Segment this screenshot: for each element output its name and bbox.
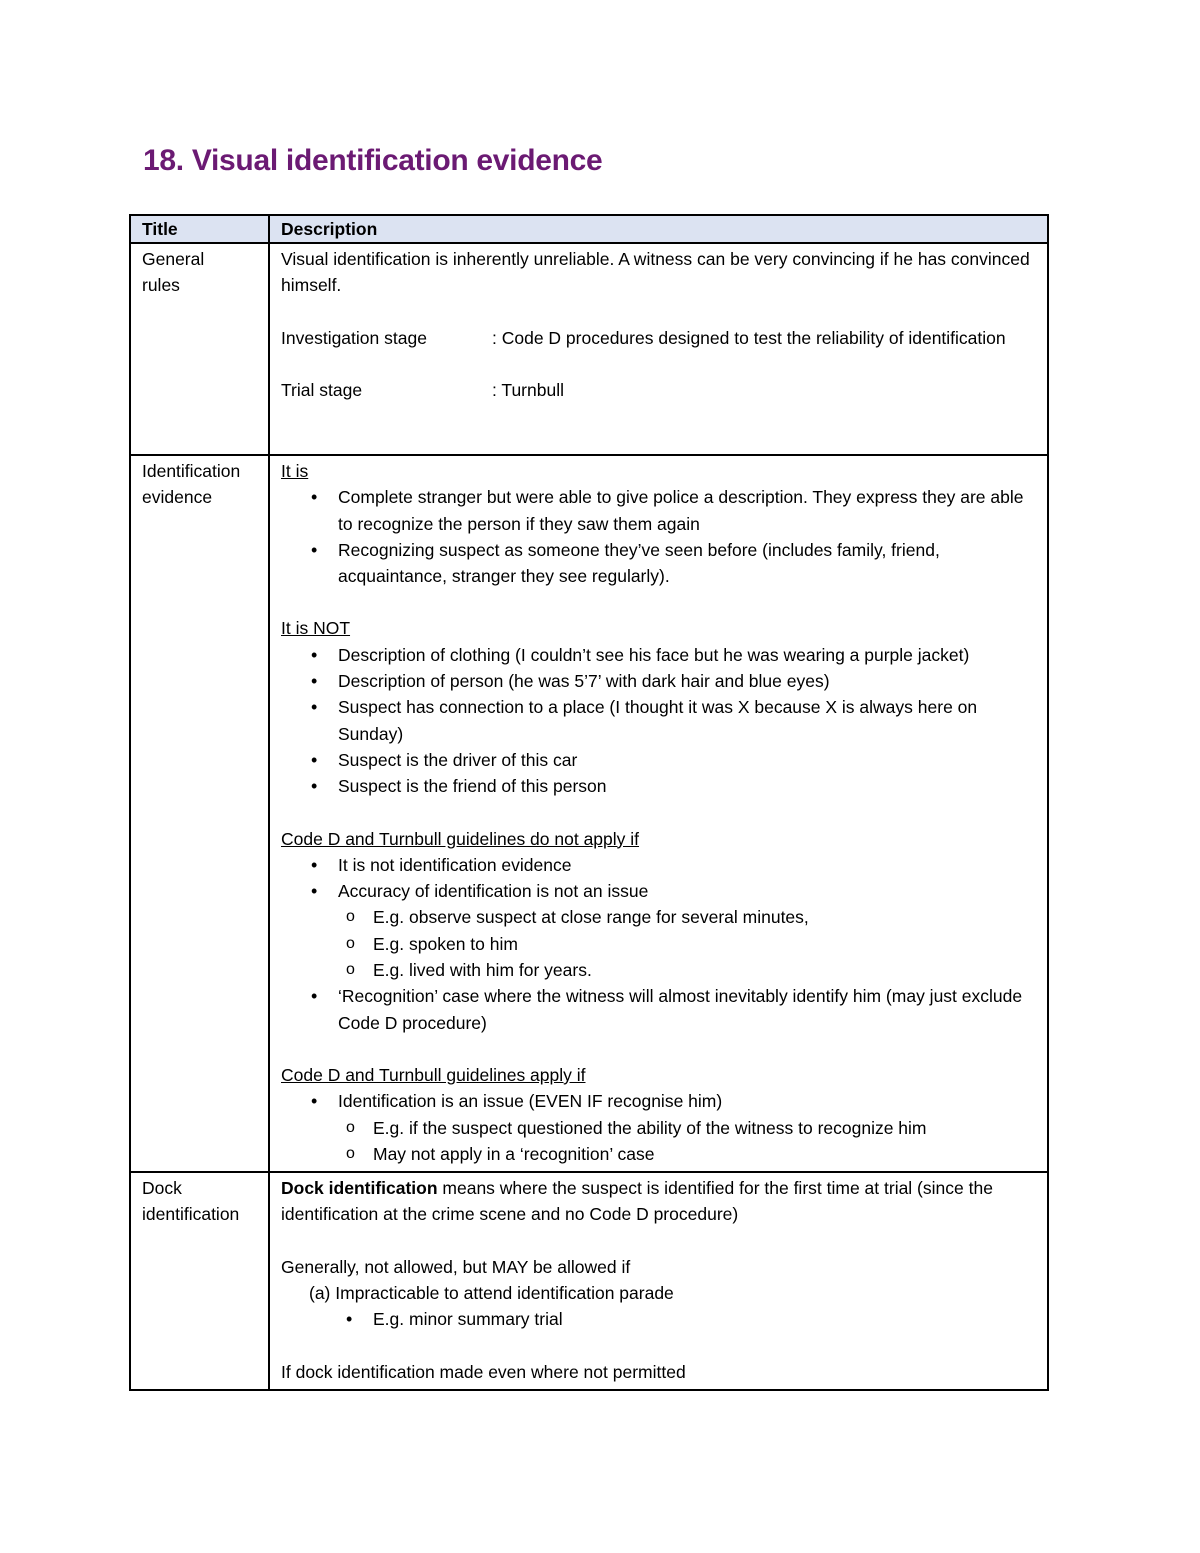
apply-sublist [281,1115,1037,1168]
sub-list-item: o May not apply in a ‘recognition’ case [373,1141,1037,1167]
dock-condition-a: (a) Impracticable to attend identification parade [309,1283,674,1304]
list-item: • ‘Recognition’ case where the witness will almost inevitably identify him (may just exclude Code D procedure) [338,983,1037,1036]
page-title: 18. Visual identification evidence [143,144,603,177]
column-header-title: Title [130,215,269,243]
row-description [269,455,1048,1172]
general-intro: Visual identification is inherently unreliable. A witness can be very convincing if he has convinced himself. [281,249,1030,296]
row-title: Dock identification [130,1172,269,1390]
sub-list-item: o E.g. lived with him for years. [373,957,1037,983]
sub-list-item: o E.g. if the suspect questioned the ability of the witness to recognize him [373,1115,1037,1141]
sub-list-item: o E.g. observe suspect at close range for several minutes, [373,904,1037,930]
sub-list-item: o E.g. spoken to him [373,931,1037,957]
row-description [269,243,1048,455]
dock-definition: Dock identification means where the suspect is identified for the first time at trial (since the identification at the crime scene and no Code D procedure) [281,1178,993,1225]
dock-allowed: Generally, not allowed, but MAY be allowed if [281,1256,631,1277]
apply-heading: Code D and Turnbull guidelines apply if [281,1064,586,1085]
list-item: • Complete stranger but were able to give police a description. They express they are able to recognize the person if they saw them again [338,484,1037,537]
list-item: • Recognizing suspect as someone they’ve seen before (includes family, friend, acquaintance, stranger they see regularly). [338,537,1037,590]
list-item: • E.g. minor summary trial [373,1306,1037,1332]
identification-table [129,214,1049,1391]
list-item: • Suspect is the friend of this person [338,773,1037,799]
it-is-heading: It is [281,461,309,481]
list-item: • Identification is an issue (EVEN IF recognise him) o E.g. if the suspect questioned the ability of the witness to recognize him o May not apply in a ‘recognition’ case [338,1088,1037,1167]
list-item: • It is not identification evidence [338,852,1037,878]
list-item: • Description of clothing (I couldn’t see his face but he was wearing a purple jacket) [338,642,1037,668]
table-header-row [130,215,1048,243]
table-row-general-rules [130,243,1048,455]
not-apply-list [281,852,1037,1036]
row-description [269,1172,1048,1390]
trial-stage: Trial stage : Turnbull [281,379,564,400]
dock-condition-list [281,1306,1037,1332]
it-is-list [281,484,1037,589]
list-item: • Suspect is the driver of this car [338,747,1037,773]
investigation-stage: Investigation stage : Code D procedures designed to test the reliability of identification [281,327,1006,348]
it-is-not-list [281,642,1037,800]
table-row-dock-identification [130,1172,1048,1390]
column-header-description: Description [269,215,1048,243]
list-item: • Accuracy of identification is not an issue o E.g. observe suspect at close range for several minutes, o E.g. spoken to him o E.g. lived with him for years. [338,878,1037,983]
apply-list [281,1088,1037,1167]
list-item: • Suspect has connection to a place (I thought it was X because X is always here on Sunday) [338,694,1037,747]
list-item: • Description of person (he was 5’7’ with dark hair and blue eyes) [338,668,1037,694]
not-apply-heading: Code D and Turnbull guidelines do not apply if [281,828,640,849]
row-title: General rules [130,243,269,455]
not-apply-sublist [281,904,1037,983]
table-row-identification-evidence [130,455,1048,1172]
dock-last-line: If dock identification made even where not permitted [281,1361,686,1382]
it-is-not-heading: It is NOT [281,618,351,639]
row-title: Identification evidence [130,455,269,1172]
